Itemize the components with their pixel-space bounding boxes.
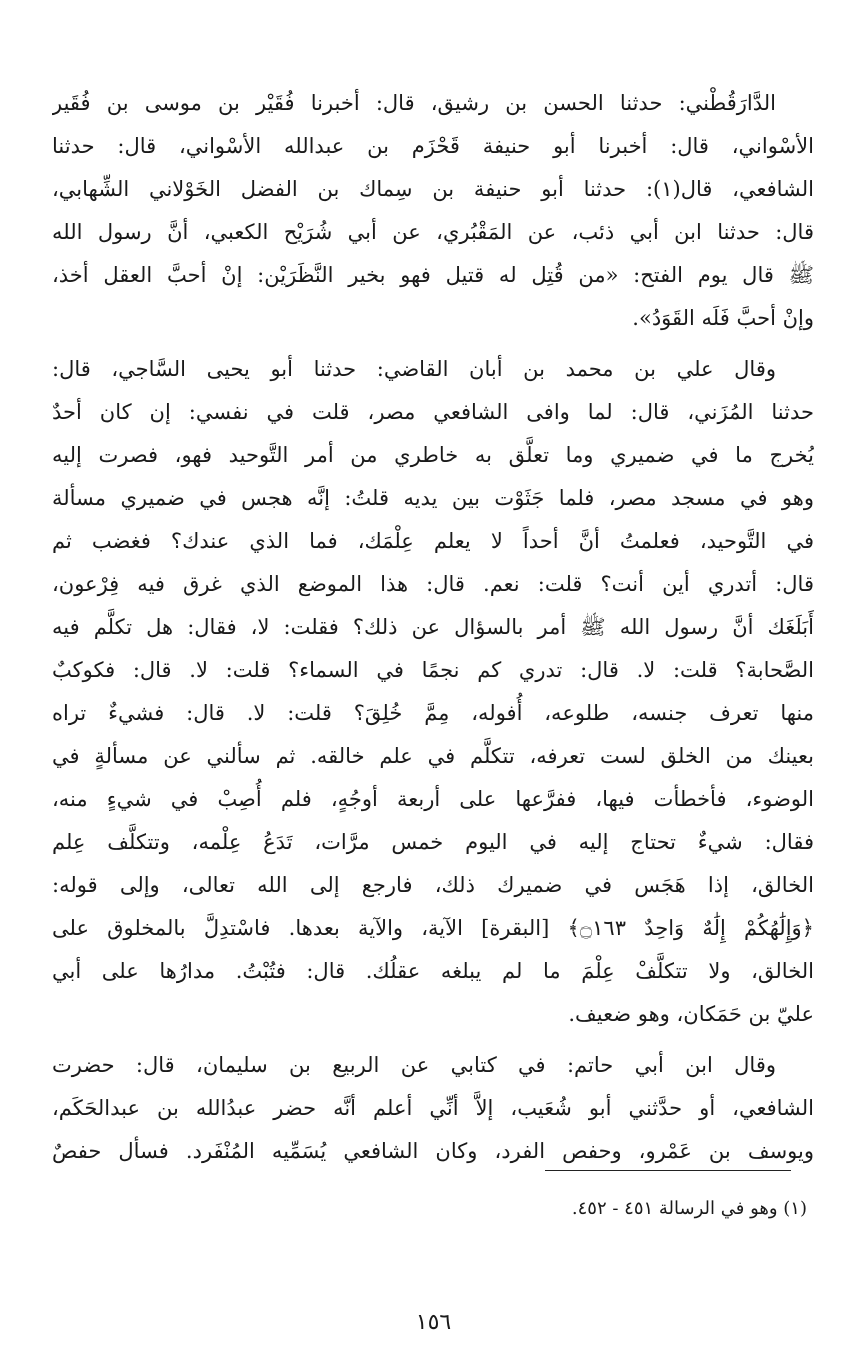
text-line: الصَّحابة؟ قلت: لا. قال: تدري كم نجمًا في السماء؟ قلت: لا. قال: فكوكبٌ <box>52 658 814 682</box>
text-line: وهو في مسجد مصر، فلما جَثَوْت بين يديه قلتُ: إنَّه هجس في ضميري مسألة <box>52 486 814 510</box>
text-line: وإنْ أحبَّ فَلَه القَوَدُ». <box>632 306 814 330</box>
text-line: أَبَلَغَك أنَّ رسول الله ﷺ أمر بالسؤال عن ذلك؟ فقلت: لا، فقال: هل تكلَّم فيه <box>52 615 814 639</box>
text-line: وقال علي بن محمد بن أبان القاضي: حدثنا أبو يحيى السَّاجي، قال: <box>52 357 776 381</box>
text-line: قال: أتدري أين أنت؟ قلت: نعم. قال: هذا الموضع الذي غرق فيه فِرْعون، <box>52 572 814 596</box>
text-line: عليّ بن حَمَكان، وهو ضعيف. <box>568 1002 814 1026</box>
text-line: ويوسف بن عَمْرو، وحفص الفرد، وكان الشافعي يُسَمِّيه المُنْفَرد. فسأل حفصٌ <box>52 1139 814 1163</box>
text-line: فقال: شيءٌ تحتاج إليه في اليوم خمس مرَّات، تَدَعُ عِلْمه، وتتكلَّف عِلم <box>52 830 814 854</box>
text-line: الأسْواني، قال: أخبرنا أبو حنيفة قَحْزَم بن عبدالله الأسْواني، قال: حدثنا <box>52 134 814 158</box>
text-line: في التَّوحيد، فعلمتُ أنَّ أحداً لا يعلم عِلْمَك، فما الذي عندك؟ فغضب ثم <box>52 529 814 553</box>
text-line: الخالق، ولا تتكلَّفْ عِلْمَ ما لم يبلغه عقلُك. قال: فتُبْتُ. مدارُها على أبي <box>52 959 814 983</box>
text-line: ﷺ قال يوم الفتح: «من قُتِل له قتيل فهو بخير النَّظَرَيْن: إنْ أحبَّ العقل أخذ، <box>52 263 814 287</box>
text-line: بعينك من الخلق لست تعرفه، تتكلَّم في علم خالقه. ثم سألني عن مسألةٍ في <box>52 744 814 768</box>
text-line: الدَّارَقُطْني: حدثنا الحسن بن رشيق، قال: أخبرنا فُقَيْر بن موسى بن فُقَير <box>52 91 776 115</box>
quran-verse-line: ﴿وَإِلَٰهُكُمْ إِلَٰهٌ وَاحِدٌ ۝١٦٣﴾ [البقرة] الآية، والآية بعدها. فاسْتدِلَّ بالمخلوق على <box>52 916 814 940</box>
text-line: الشافعي، قال(١): حدثنا أبو حنيفة بن سِماك بن الفضل الخَوْلاني الشِّهابي، <box>52 177 814 201</box>
text-line: حدثنا المُزَني، قال: لما وافى الشافعي مصر، قلت في نفسي: إن كان أحدٌ <box>52 400 814 424</box>
text-line: الخالق، إذا هَجَس في ضميرك ذلك، فارجع إلى الله تعالى، وإلى قوله: <box>52 873 814 897</box>
page-number: ١٥٦ <box>415 1310 452 1335</box>
text-line: وقال ابن أبي حاتم: في كتابي عن الربيع بن سليمان، قال: حضرت <box>52 1053 776 1077</box>
text-line: منها تعرف جنسه، طلوعه، أُفوله، مِمَّ خُلِقَ؟ قلت: لا. قال: فشيءٌ تراه <box>52 701 814 725</box>
footnote: (١) وهو في الرسالة ٤٥١ - ٤٥٢. <box>571 1198 807 1219</box>
main-text <box>52 82 814 1173</box>
text-line: يُخرج ما في ضميري وما تعلَّق به خاطري من أمر التَّوحيد فهو، فصرت إليه <box>52 443 814 467</box>
text-line: الوضوء، فأخطأت فيها، ففرَّعها على أربعة أوجُهٍ، فلم أُصِبْ في شيءٍ منه، <box>52 787 814 811</box>
footnote-divider <box>545 1170 791 1171</box>
text-line: قال: حدثنا ابن أبي ذئب، عن المَقْبُري، عن أبي شُرَيْح الكعبي، أنَّ رسول الله <box>52 220 814 244</box>
text-line: الشافعي، أو حدَّثني أبو شُعَيب، إلاَّ أنِّي أعلم أنَّه حضر عبدُالله بن عبدالحَكَم، <box>52 1096 814 1120</box>
